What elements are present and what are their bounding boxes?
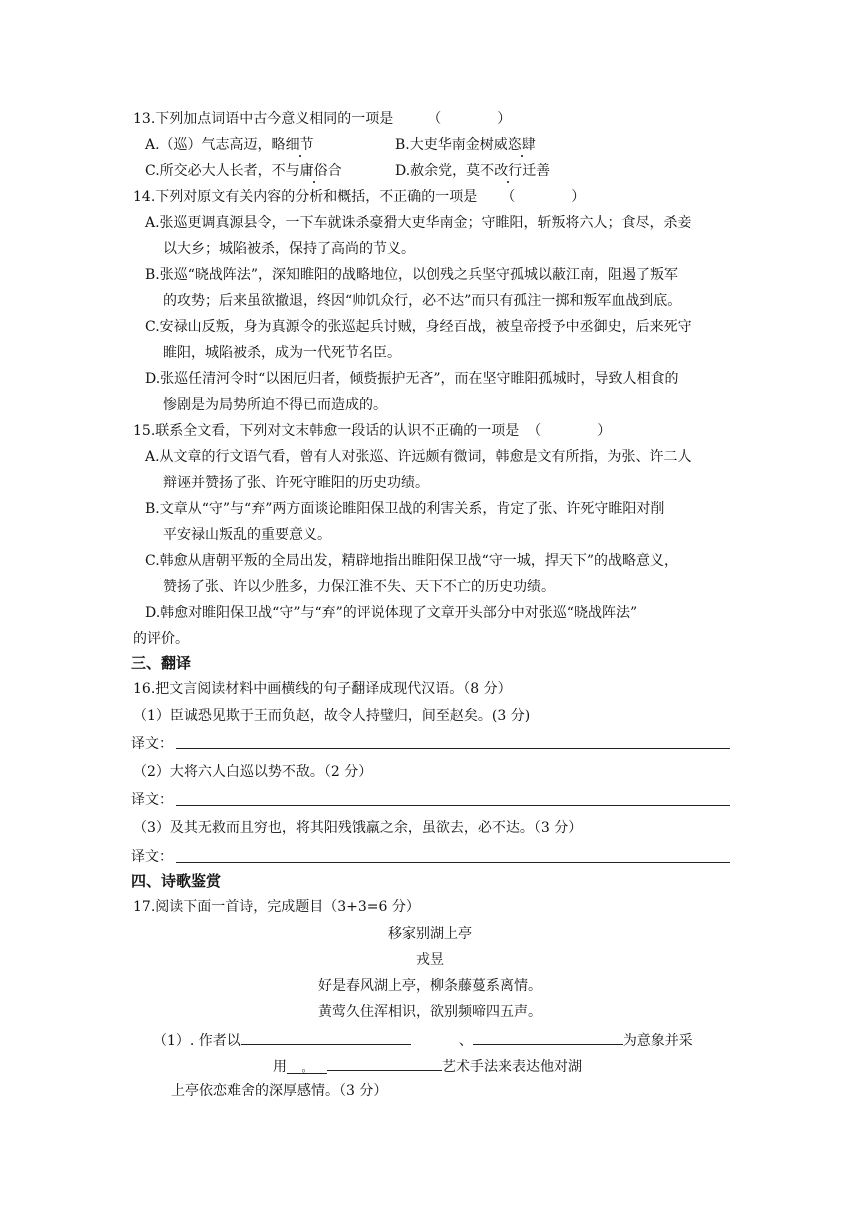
- answer-blank-technique-2[interactable]: [327, 1055, 442, 1071]
- answer-blank-technique-1[interactable]: 。: [287, 1058, 327, 1074]
- q15-option-b-line2: 平安禄山叛乱的重要意义。: [163, 527, 331, 543]
- q17-sub1-line3: 上亭依恋难舍的深厚感情。（3 分）: [171, 1083, 388, 1099]
- q15-option-d-line2: 的评价。: [133, 631, 189, 647]
- dotted-word: 恣肆: [507, 137, 536, 153]
- q14-option-a-line2: 以大乡；城陷被杀，保持了高尚的节义。: [163, 241, 415, 257]
- answer-label: 译文：: [131, 792, 173, 808]
- q15-option-c-line1: C.韩愈从唐朝平叛的全局出发，精辟地指出睢阳保卫战“守一城，捍天下”的战略意义，: [145, 553, 678, 569]
- answer-blank-2[interactable]: [176, 805, 730, 806]
- dotted-word: 改行: [494, 163, 523, 179]
- q13-option-a: A.（巡）气志高迈，略细节: [145, 137, 314, 153]
- q13-option-c: C.所交必大人长者，不与庸俗合: [145, 163, 342, 179]
- q15-option-b-line1: B.文章从“守”与“弃”两方面谈论睢阳保卫战的利害关系，肯定了张、许死守睢阳对削: [145, 501, 665, 517]
- dotted-word: 细节: [285, 137, 314, 153]
- q17-stem: 17.阅读下面一首诗，完成题目（3+3=6 分）: [133, 899, 420, 915]
- q17-sub1-line2: 用 。 艺术手法来表达他对湖: [273, 1055, 582, 1077]
- q14-stem: 14.下列对原文有关内容的分析和概括，不正确的一项是 （ ）: [133, 189, 586, 205]
- q15-option-d-line1: D.韩愈对睢阳保卫战“守”与“弃”的评说体现了文章开头部分中对张巡“晓战阵法”: [145, 605, 638, 621]
- dotted-word: 庸俗: [299, 163, 328, 179]
- poem-line-1: 好是春风湖上亭，柳条藤蔓系离情。: [318, 978, 542, 994]
- q15-stem: 15.联系全文看，下列对文末韩愈一段话的认识不正确的一项是 （ ）: [133, 423, 612, 439]
- q16-sentence-2: （2）大将六人白巡以势不敌。（2 分）: [133, 764, 373, 780]
- q16-stem: 16.把文言阅读材料中画横线的句子翻译成现代汉语。（8 分）: [133, 681, 512, 697]
- answer-blank-1[interactable]: [176, 748, 730, 749]
- q14-answer-paren: （ ）: [501, 189, 586, 205]
- q15-option-c-line2: 赞扬了张、许以少胜多，力保江淮不失、天下不亡的历史功绩。: [163, 579, 555, 595]
- q15-option-a-line2: 辩诬并赞扬了张、许死守睢阳的历史功绩。: [163, 475, 429, 491]
- q14-option-c-line1: C.安禄山反叛，身为真源令的张巡起兵讨贼，身经百战，被皇帝授予中丞御史，后来死守: [145, 319, 692, 335]
- q13-option-b: B.大吏华南金树威恣肆: [395, 137, 536, 153]
- answer-label: 译文：: [131, 736, 173, 752]
- q15-answer-paren: （ ）: [527, 423, 612, 439]
- q14-option-d-line2: 惨剧是为局势所迫不得已而造成的。: [163, 397, 387, 413]
- answer-label: 译文：: [131, 849, 173, 865]
- q14-option-c-line2: 睢阳，城陷被杀，成为一代死节名臣。: [163, 345, 401, 361]
- poem-author: 戎昱: [416, 952, 444, 968]
- q14-option-a-line1: A.张巡更调真源县令，一下车就诛杀豪猾大吏华南金；守睢阳，斩叛将六人；食尽，杀妾: [145, 215, 692, 231]
- q14-option-b-line2: 的攻势；后来虽欲撤退，终因“帅饥众行，必不达”而只有孤注一掷和叛军血战到底。: [163, 293, 682, 309]
- answer-blank-imagery-2[interactable]: [473, 1029, 623, 1045]
- q13-stem: 13.下列加点词语中古今意义相同的一项是 （ ）: [133, 111, 512, 127]
- answer-blank-3[interactable]: [176, 862, 730, 863]
- section-title-translation: 三、翻译: [131, 654, 192, 672]
- poem-title: 移家别湖上亭: [388, 926, 472, 942]
- answer-blank-imagery-1[interactable]: [241, 1029, 411, 1045]
- q17-sub1-line1: （1）. 作者以 、 为意象并采: [153, 1029, 693, 1051]
- q16-sentence-1: （1）臣诚恐见欺于王而负赵，故令人持璧归，间至赵矣。(3 分): [133, 708, 531, 724]
- poem-line-2: 黄莺久住浑相识，欲别频啼四五声。: [318, 1004, 542, 1020]
- q13-option-d: D.赦余党，莫不改行迁善: [395, 163, 551, 179]
- section-title-poetry: 四、诗歌鉴赏: [131, 872, 222, 890]
- q14-option-d-line1: D.张巡任清河令时“以困厄归者，倾赀振护无吝”，而在坚守睢阳孤城时，导致人相食的: [145, 371, 679, 387]
- q13-answer-paren: （ ）: [427, 111, 512, 127]
- q14-option-b-line1: B.张巡“晓战阵法”，深知睢阳的战略地位，以创残之兵坚守孤城以蔽江南，阻遏了叛军: [145, 267, 679, 283]
- q16-sentence-3: （3）及其无救而且穷也，将其阳残饿羸之余，虽欲去，必不达。（3 分）: [133, 820, 583, 836]
- q15-option-a-line1: A.从文章的行文语气看，曾有人对张巡、许远颇有微词，韩愈是文有所指，为张、许二人: [145, 449, 692, 465]
